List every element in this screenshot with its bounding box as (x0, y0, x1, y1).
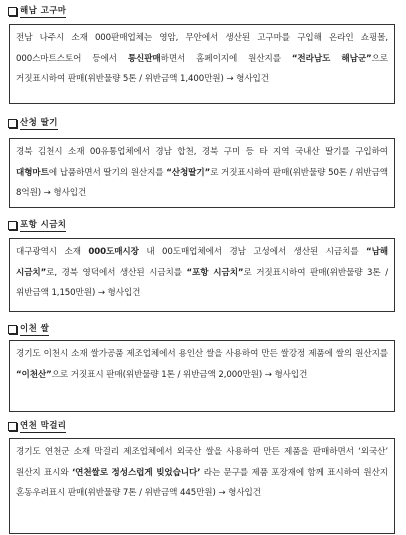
text-run: 경북 김천시 소재 00유통업체에서 경남 합천, 경북 구미 등 타 지역 국내산 딸기를 구입하여 (16, 147, 388, 157)
case-description-box (9, 24, 395, 104)
section-title: 포항 시금치 (20, 220, 67, 230)
case-description (16, 142, 388, 204)
checkbox-square-icon (8, 422, 17, 431)
section-title: 이천 쌀 (20, 324, 50, 334)
section-title: 해남 고구마 (20, 6, 67, 16)
text-run: 로, 경북 영덕에서 생산된 시금치를 (46, 267, 187, 278)
case-description (16, 28, 388, 90)
case-section-pohang-spinach (0, 214, 406, 298)
emphasis-text: 000도매시장 (88, 247, 139, 257)
section-heading (8, 4, 406, 18)
section-title: 연천 막걸리 (20, 421, 67, 431)
section-heading (8, 116, 406, 130)
emphasis-text: “산청딸기” (166, 167, 211, 178)
text-run: 전남 나주시 소재 000판매업체는 영암, 무안에서 생산된 고구마를 구입해 온라인 쇼핑몰, 000스마트스토어 등에서 (16, 33, 388, 64)
emphasis-text: “이천산” (16, 369, 52, 380)
checkbox-square-icon (8, 221, 17, 230)
text-run: 에 납품하면서 딸기의 원산지를 (48, 167, 167, 178)
text-run: 경기도 연천군 소재 막걸리 제조업체에서 외국산 쌀을 사용하여 만든 제품을 판매하면서 ‘외국산’ 원산지 표시와 (16, 447, 388, 478)
case-description (16, 242, 388, 304)
text-run: 로 거짓표시하여 판매(위반물량 3톤 / 위반금액 1,150만원) → 형사입건 (16, 267, 388, 298)
text-run: 으로 거짓표시하여 판매(위반물량 5톤 / 위반금액 1,400만원) → 형사입건 (16, 53, 388, 84)
section-heading (8, 218, 406, 232)
case-description-box (9, 438, 395, 534)
emphasis-text: ‘연천쌀로 정성스럽게 빚었습니다’ (71, 467, 201, 478)
emphasis-text: “남해 시금치” (16, 247, 388, 278)
section-heading (8, 419, 406, 433)
text-run: 내 00도매업체에서 경남 고성에서 생산된 시금치를 (138, 247, 367, 257)
case-description (16, 442, 388, 504)
case-description-box (9, 138, 395, 208)
checkbox-square-icon (8, 7, 17, 16)
emphasis-text: “포항 시금치” (186, 267, 244, 278)
text-run: 대구광역시 소재 (16, 247, 89, 257)
case-section-yeoncheon-makgeolli (0, 415, 406, 498)
text-run: 으로 거짓표시 판매(위반물량 1톤 / 위반금액 2,000만원) → 형사입건 (51, 369, 308, 380)
text-run: 하면서 홈페이지에 원산지를 (160, 53, 292, 64)
text-run: 로 거짓표시하여 판매(위반물량 50톤 / 위반금액 8억원) → 형사입건 (16, 167, 388, 198)
text-run: 경기도 이천시 소재 쌀가공품 제조업체에서 용인산 쌀을 사용하여 만든 쌀강정 제품에 쌀의 원산지를 (16, 349, 388, 359)
text-run: 라는 문구를 제품 포장재에 함께 표시하여 원산지 혼동우려표시 판매(위반물량 7톤 / 위반금액 445만원) → 형사입건 (16, 467, 388, 498)
emphasis-text: 통신판매 (127, 53, 161, 64)
case-section-sancheong-strawberry (0, 112, 406, 198)
case-description (16, 344, 388, 385)
case-description-box (9, 340, 395, 412)
case-section-icheon-rice (0, 318, 406, 380)
case-section-haenam-sweet-potato (0, 0, 406, 84)
emphasis-text: 대형마트 (16, 167, 49, 178)
checkbox-square-icon (8, 325, 17, 334)
case-description-box (9, 238, 395, 312)
section-heading (8, 322, 406, 336)
checkbox-square-icon (8, 119, 17, 128)
section-title: 산청 딸기 (20, 118, 58, 128)
emphasis-text: “전라남도 해남군” (291, 53, 372, 64)
